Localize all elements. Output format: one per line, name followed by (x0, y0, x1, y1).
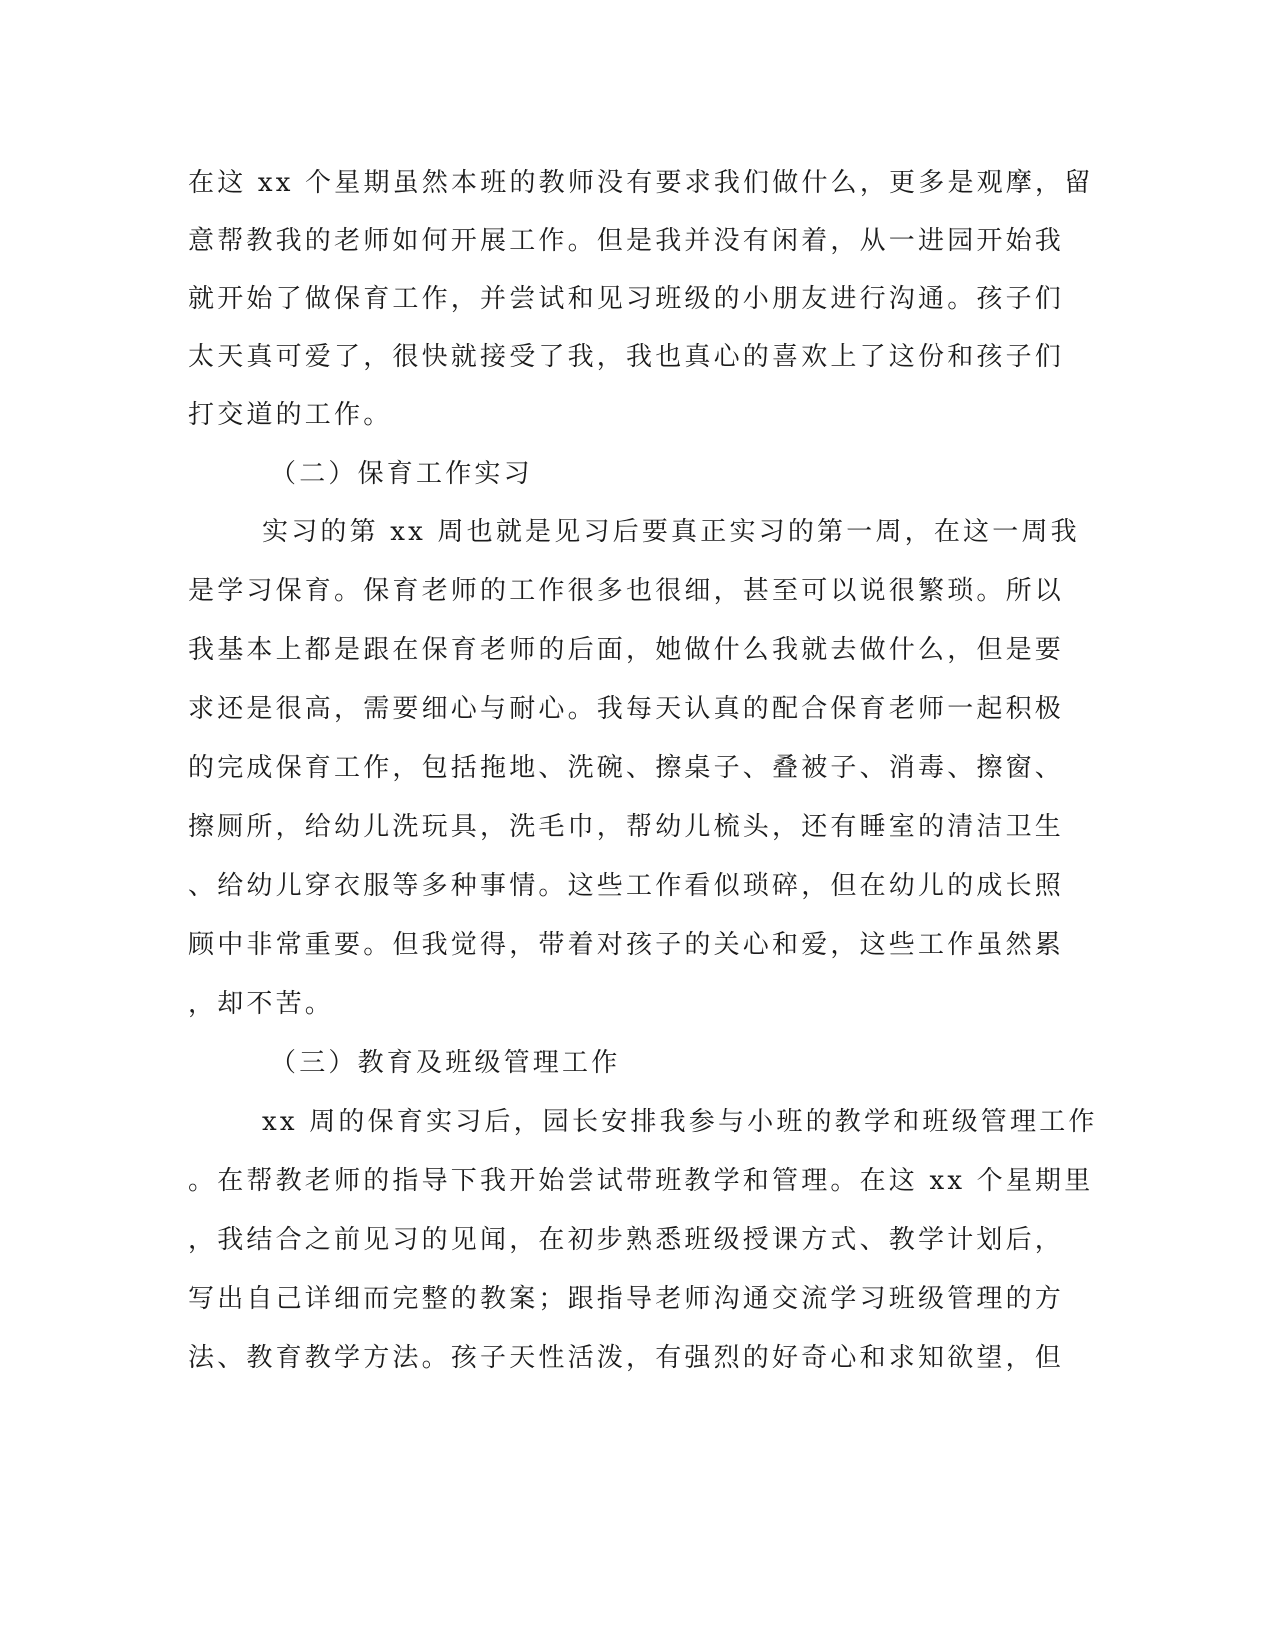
paragraph-line: 实习的第 xx 周也就是见习后要真正实习的第一周，在这一周我 (262, 517, 1080, 547)
paragraph-line: 是学习保育。保育老师的工作很多也很细，甚至可以说很繁琐。所以 (188, 576, 1065, 606)
paragraph-line: 。在帮教老师的指导下我开始尝试带班教学和管理。在这 xx 个星期里 (188, 1166, 1094, 1196)
paragraph-line: ，却不苦。 (188, 989, 335, 1019)
paragraph-line: 就开始了做保育工作，并尝试和见习班级的小朋友进行沟通。孩子们 (188, 284, 1065, 314)
paragraph-line: 意帮教我的老师如何开展工作。但是我并没有闲着，从一进园开始我 (188, 226, 1065, 256)
paragraph-line: 打交道的工作。 (188, 400, 393, 430)
paragraph-line: 太天真可爱了，很快就接受了我，我也真心的喜欢上了这份和孩子们 (188, 342, 1065, 372)
paragraph-line: 写出自己详细而完整的教案；跟指导老师沟通交流学习班级管理的方 (188, 1284, 1065, 1314)
paragraph-line: 求还是很高，需要细心与耐心。我每天认真的配合保育老师一起积极 (188, 694, 1065, 724)
paragraph-line: 在这 xx 个星期虽然本班的教师没有要求我们做什么，更多是观摩，留 (188, 168, 1094, 198)
paragraph-line: 擦厕所，给幼儿洗玩具，洗毛巾，帮幼儿梳头，还有睡室的清洁卫生 (188, 812, 1065, 842)
section-heading: （二）保育工作实习 (270, 459, 533, 489)
paragraph-line: 法、教育教学方法。孩子天性活泼，有强烈的好奇心和求知欲望，但 (188, 1343, 1065, 1373)
paragraph-line: 的完成保育工作，包括拖地、洗碗、擦桌子、叠被子、消毒、擦窗、 (188, 753, 1065, 783)
paragraph-line: 顾中非常重要。但我觉得，带着对孩子的关心和爱，这些工作虽然累 (188, 930, 1065, 960)
section-heading: （三）教育及班级管理工作 (270, 1048, 621, 1078)
paragraph-line: 、给幼儿穿衣服等多种事情。这些工作看似琐碎，但在幼儿的成长照 (188, 871, 1065, 901)
paragraph-line: ，我结合之前见习的见闻，在初步熟悉班级授课方式、教学计划后， (188, 1225, 1065, 1255)
paragraph-line: xx 周的保育实习后，园长安排我参与小班的教学和班级管理工作 (262, 1107, 1098, 1137)
paragraph-line: 我基本上都是跟在保育老师的后面，她做什么我就去做什么，但是要 (188, 635, 1065, 665)
